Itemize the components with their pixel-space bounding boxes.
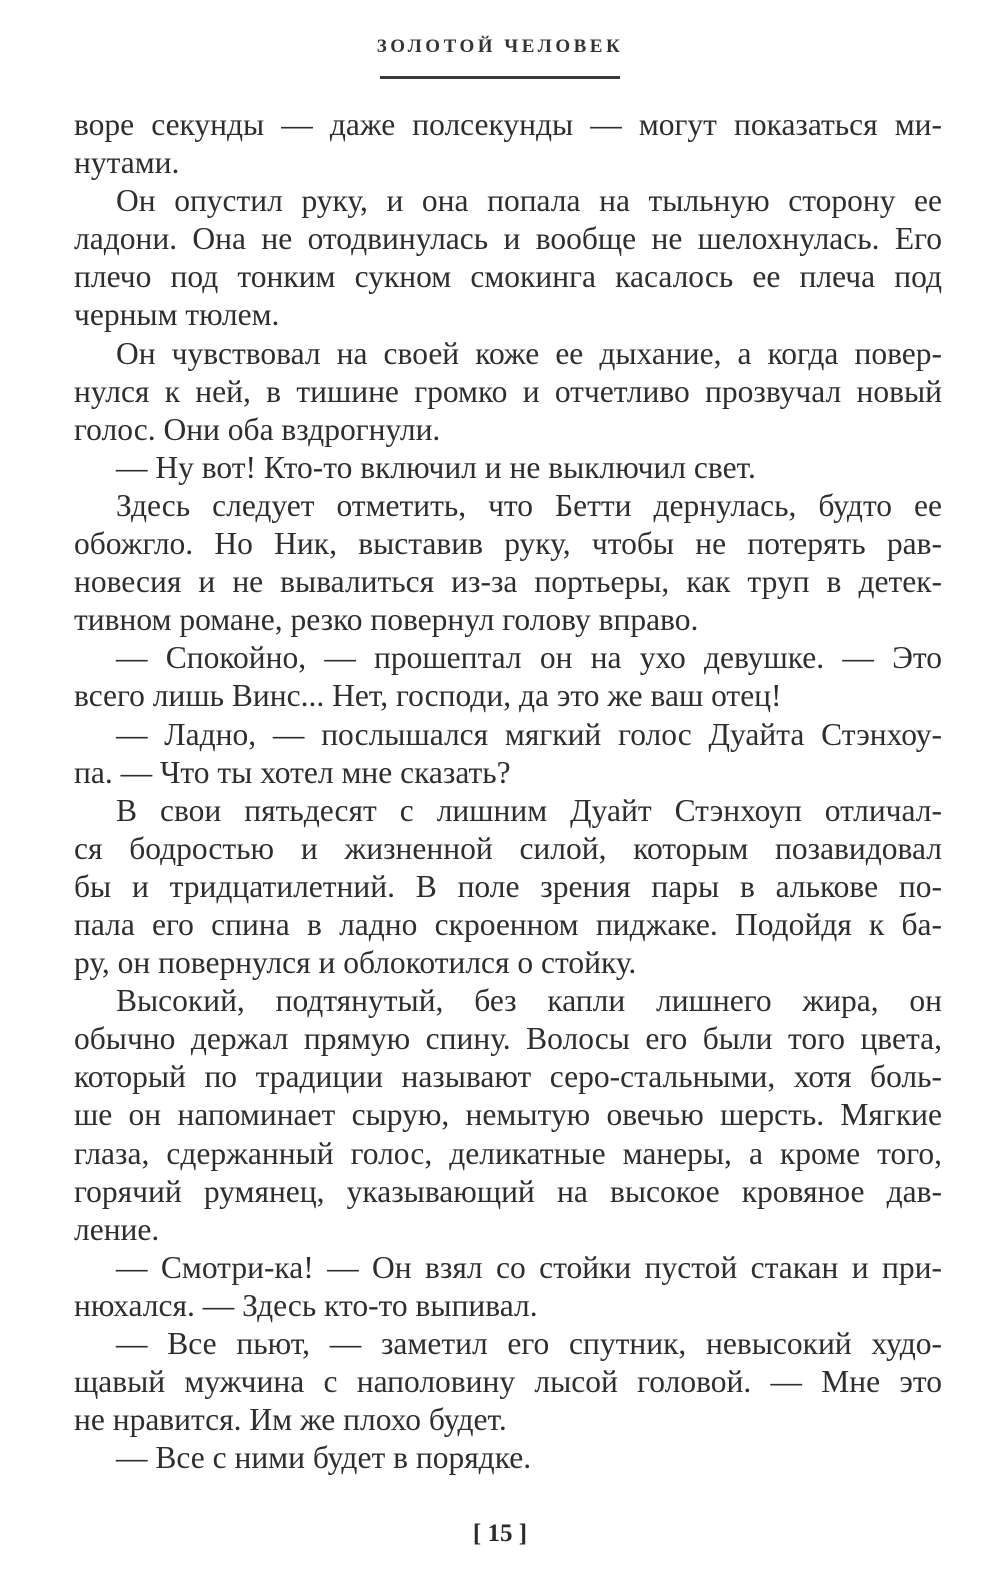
text-line: всего лишь Винс... Нет, господи, да это же ваш отец! — [74, 678, 782, 714]
text-line: па. — Что ты хотел мне сказать? — [74, 754, 511, 790]
text-line: — Ну вот! Кто-то включил и не выключил свет. — [116, 449, 756, 485]
text-line: плечо под тонким сукном смокинга касалось ее плеча под — [74, 259, 942, 295]
text-line: ру, он повернулся и облокотился о стойку. — [74, 945, 637, 981]
text-line: бы и тридцатилетний. В поле зрения пары в алькове по- — [74, 868, 942, 904]
text-line: щавый мужчина с наполовину лысой головой. — Мне это — [74, 1364, 942, 1400]
text-line: — Все пьют, — заметил его спутник, невысокий худо- — [116, 1326, 942, 1361]
text-line: — Спокойно, — прошептал он на ухо девушке. — Это — [116, 640, 942, 676]
text-line: Здесь следует отметить, что Бетти дернулась, будто ее — [116, 487, 942, 523]
text-line: — Смотри-ка! — Он взял со стойки пустой стакан и при- — [116, 1249, 942, 1285]
text-line: не нравится. Им же плохо будет. — [74, 1402, 507, 1438]
text-line: пала его спина в ладно скроенном пиджаке. Подойдя к ба- — [74, 906, 942, 942]
text-line: ладони. Она не отодвинулась и вообще не шелохнулась. Его — [74, 221, 942, 257]
page-number: [ 15 ] — [472, 1520, 528, 1547]
text-line: Высокий, подтянутый, без капли лишнего жира, он — [116, 983, 942, 1019]
text-line: — Все с ними будет в порядке. — [116, 1440, 532, 1476]
text-line: Он опустил руку, и она попала на тыльную сторону ее — [116, 183, 942, 219]
text-line: ше он напоминает сырую, немытую овечью шерсть. Мягкие — [74, 1097, 942, 1133]
text-line: голос. Они оба вздрогнули. — [74, 411, 441, 447]
text-line: — Ладно, — послышался мягкий голос Дуайта Стэнхоу- — [116, 716, 942, 752]
text-line: ся бодростью и жизненной силой, которым позавидовал — [74, 830, 942, 866]
text-line: новесия и не вывалиться из-за портьеры, как труп в детек- — [74, 564, 942, 600]
text-line: черным тюлем. — [74, 297, 280, 333]
text-line: нутами. — [74, 145, 180, 181]
header-rule — [380, 76, 620, 79]
body-text — [74, 106, 942, 1477]
running-title: ЗОЛОТОЙ ЧЕЛОВЕК — [376, 36, 624, 57]
text-line: обожгло. Но Ник, выставив руку, чтобы не потерять рав- — [74, 526, 942, 562]
text-line: тивном романе, резко повернул голову вправо. — [74, 602, 699, 638]
text-line: глаза, сдержанный голос, деликатные манеры, а кроме того, — [74, 1135, 942, 1171]
text-line: В свои пятьдесят с лишним Дуайт Стэнхоуп отличал- — [116, 792, 942, 828]
text-line: Он чувствовал на своей коже ее дыхание, а когда повер- — [116, 335, 942, 371]
text-line: нюхался. — Здесь кто-то выпивал. — [74, 1287, 538, 1323]
text-line: горячий румянец, указывающий на высокое кровяное дав- — [74, 1173, 942, 1209]
text-line: нулся к ней, в тишине громко и отчетливо прозвучал новый — [74, 373, 942, 409]
text-line: обычно держал прямую спину. Волосы его были того цвета, — [74, 1021, 942, 1057]
text-line: воре секунды — даже полсекунды — могут показаться ми- — [74, 107, 942, 142]
text-line: который по традиции называют серо-стальными, хотя боль- — [74, 1059, 942, 1095]
text-line: ление. — [74, 1211, 160, 1247]
